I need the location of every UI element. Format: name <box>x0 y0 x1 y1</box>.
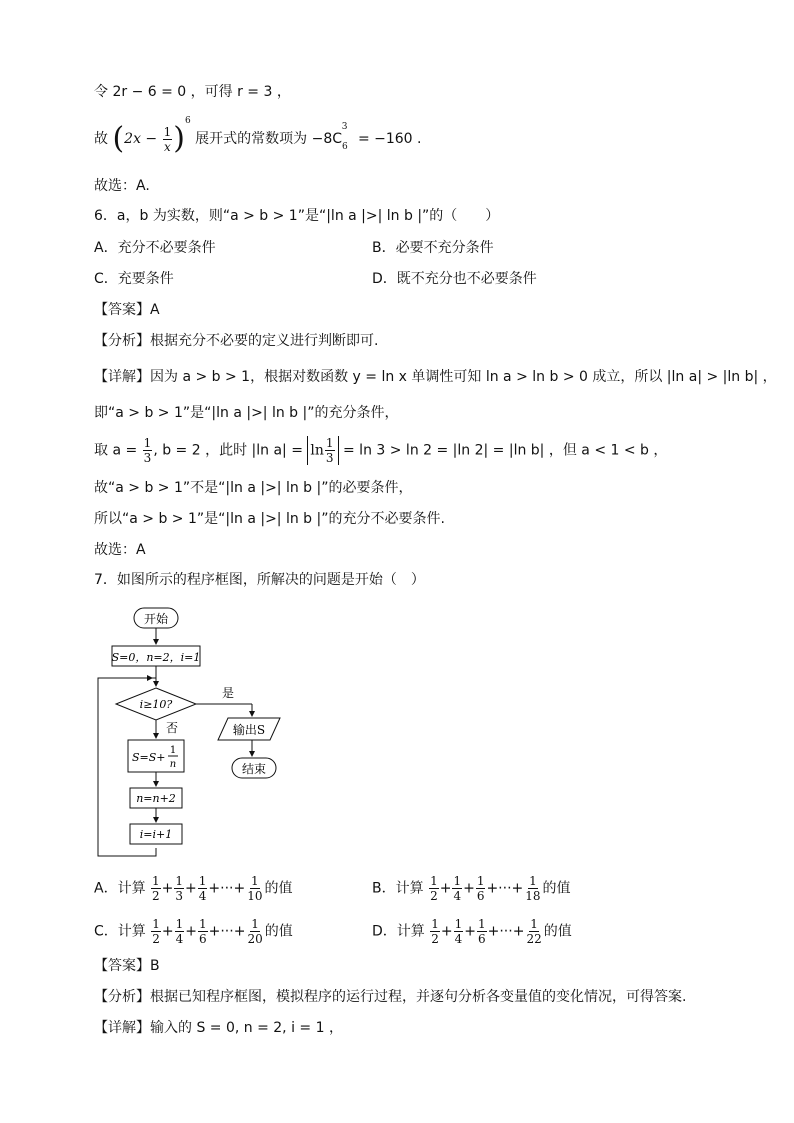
fraction-one-third: $\frac{1}{3}$ <box>143 436 152 465</box>
answer-7: 【答案】B <box>94 958 160 974</box>
step-i-label: i=i+1 <box>139 828 173 841</box>
left-paren: ( <box>112 121 125 156</box>
q6-option-b: B．必要不充分条件 <box>372 240 494 256</box>
detail-6-line-4: 故“a > b > 1”不是“|ln a |>| ln b |”的必要条件， <box>94 480 413 496</box>
detail-6-line-5: 所以“a > b > 1”是“|ln a |>| ln b |”的充分不必要条件. <box>94 511 445 527</box>
step-s-den: n <box>169 759 177 770</box>
no-label: 否 <box>165 721 179 735</box>
analysis-7: 【分析】根据已知程序框图，模拟程序的运行过程，并逐句分析各变量值的变化情况，可得答案. <box>94 989 687 1005</box>
analysis-text: 根据充分不必要的定义进行判断即可. <box>150 333 379 349</box>
detail-7: 【详解】输入的 S = 0, n = 2, i = 1 ， <box>94 1020 343 1036</box>
step-s-label: S=S+ <box>132 751 166 764</box>
condition-label: i≥10? <box>139 698 173 711</box>
analysis-6 <box>94 331 378 351</box>
yes-label: 是 <box>221 686 235 700</box>
q6-option-a: A．充分不必要条件 <box>94 240 216 256</box>
answer-value: A <box>150 302 160 318</box>
then-ln-a-text: , b = 2 ，此时 |ln a| = <box>153 442 303 459</box>
expr-2x: 2x − <box>124 131 158 147</box>
abs-ln-one-third: ln $\frac{1}{3}$ <box>307 436 338 465</box>
end-label: 结束 <box>241 762 267 776</box>
right-paren: ) <box>173 121 185 156</box>
choose-a-line: 故选：A. <box>94 178 150 194</box>
exponent-6: 6 <box>184 116 191 127</box>
output-label: 输出S <box>232 723 266 737</box>
answer-6 <box>94 300 160 320</box>
question-7: 7．如图所示的程序框图，所解决的问题是开始（ ） <box>94 572 425 588</box>
q6-option-c: C．充要条件 <box>94 271 174 287</box>
solution-line-1: 令 2r − 6 = 0 ，可得 r = 3 ， <box>94 84 291 100</box>
start-label: 开始 <box>143 612 169 626</box>
detail-6-line-6: 故选：A <box>94 542 146 558</box>
answer-tag: 【答案】 <box>94 302 150 318</box>
fraction-1-over-x: $\frac{1}{x}$ <box>163 124 172 154</box>
detail-6-line-1 <box>94 367 777 387</box>
detail-6-line-2: 即“a > b > 1”是“|ln a |>| ln b |”的充分条件， <box>94 405 399 421</box>
q7-option-b: B．计算 $\frac{1}{2}$ + $\frac{1}{4}$ + $\frac{1}{6}$ +···+ $\frac{1}{18}$ 的值 <box>372 874 571 903</box>
program-flowchart <box>90 600 300 862</box>
constant-term-value: = −160 . <box>353 131 422 147</box>
q7-option-a: A．计算 $\frac{1}{2}$ + $\frac{1}{3}$ + $\frac{1}{4}$ +···+ $\frac{1}{10}$ 的值 <box>94 874 293 903</box>
svg-text:1: 1 <box>169 745 177 756</box>
q7-option-c: C．计算 $\frac{1}{2}$ + $\frac{1}{4}$ + $\frac{1}{6}$ +···+ $\frac{1}{20}$ 的值 <box>94 917 293 946</box>
solution-line-2: 故 (2x − $\frac{1}{x}$ )$^6$ 展开式的常数项为 $-8C_6^3 = -160$ . <box>94 116 422 156</box>
init-label: S=0，n=2，i=1 <box>111 651 201 664</box>
detail-text: 因为 a > b > 1，根据对数函数 y = ln x 单调性可知 ln a > ln b > 0 成立，所以 |ln a| > |ln b| ， <box>150 369 777 385</box>
comparison-text: = ln 3 > ln 2 = |ln 2| = |ln b| ，但 a < 1 < b ， <box>343 442 668 459</box>
q7-option-d: D．计算 $\frac{1}{2}$ + $\frac{1}{4}$ + $\frac{1}{6}$ +···+ $\frac{1}{22}$ 的值 <box>372 917 572 946</box>
detail-6-line-3 <box>94 436 667 465</box>
q6-option-d: D．既不充分也不必要条件 <box>372 271 537 287</box>
analysis-tag: 【分析】 <box>94 333 150 349</box>
so-text: 故 <box>94 131 108 147</box>
take-a-text: 取 a = <box>94 442 138 459</box>
step-n-label: n=n+2 <box>136 792 176 805</box>
detail-tag: 【详解】 <box>94 369 150 385</box>
question-6: 6．a，b 为实数，则“a > b > 1”是“|ln a |>| ln b |”的（ ） <box>94 208 500 224</box>
constant-term-text: 展开式的常数项为 −8C <box>195 131 343 147</box>
